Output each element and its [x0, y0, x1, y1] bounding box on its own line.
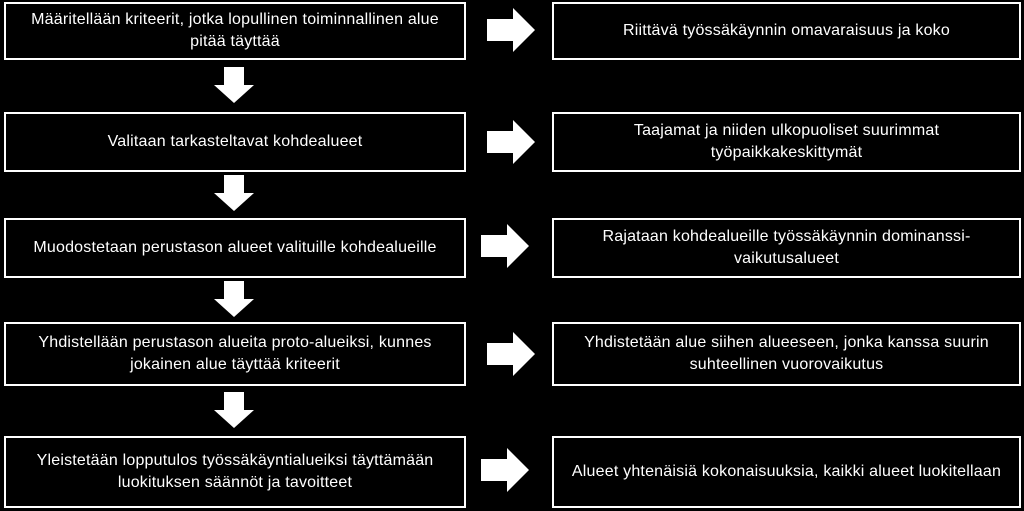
right-arrow-icon: [487, 120, 535, 164]
down-arrow-icon: [214, 281, 254, 317]
result-3-label: Rajataan kohdealueille työssäkäynnin dominanssi-vaikutusalueet: [602, 228, 971, 267]
step-2-box: [4, 112, 466, 172]
right-arrow-icon: [487, 8, 535, 52]
step-3-box: [4, 218, 466, 278]
step-5-label: Yleistetään lopputulos työssäkäyntialueiksi täyttämään luokituksen säännöt ja tavoitteet: [36, 452, 434, 491]
result-2-label: Taajamat ja niiden ulkopuoliset suurimmat työpaikkakeskittymät: [633, 122, 940, 161]
result-5-label: Alueet yhtenäisiä kokonaisuuksia, kaikki alueet luokitellaan: [571, 463, 1002, 480]
step-2-label: Valitaan tarkasteltavat kohdealueet: [107, 133, 363, 150]
step-1-box: [4, 2, 466, 60]
result-4-box: [552, 322, 1021, 386]
result-1-box: [552, 2, 1021, 60]
right-arrow-icon: [481, 224, 529, 268]
result-2-box: [552, 112, 1021, 172]
step-3-label: Muodostetaan perustason alueet valituille kohdealueille: [33, 239, 437, 256]
step-4-label: Yhdistellään perustason alueita proto-alueiksi, kunnes jokainen alue täyttää kriteerit: [38, 334, 432, 373]
step-1-label: Määritellään kriteerit, jotka lopullinen toiminnallinen alue pitää täyttää: [31, 11, 439, 50]
down-arrow-icon: [214, 392, 254, 428]
result-5-box: [552, 436, 1021, 508]
result-4-label: Yhdistetään alue siihen alueeseen, jonka kanssa suurin suhteellinen vuorovaikutus: [584, 334, 989, 373]
step-4-box: [4, 322, 466, 386]
down-arrow-icon: [214, 67, 254, 103]
result-3-box: [552, 218, 1021, 278]
right-arrow-icon: [481, 448, 529, 492]
step-5-box: [4, 436, 466, 508]
down-arrow-icon: [214, 175, 254, 211]
result-1-label: Riittävä työssäkäynnin omavaraisuus ja koko: [623, 22, 950, 39]
right-arrow-icon: [487, 332, 535, 376]
